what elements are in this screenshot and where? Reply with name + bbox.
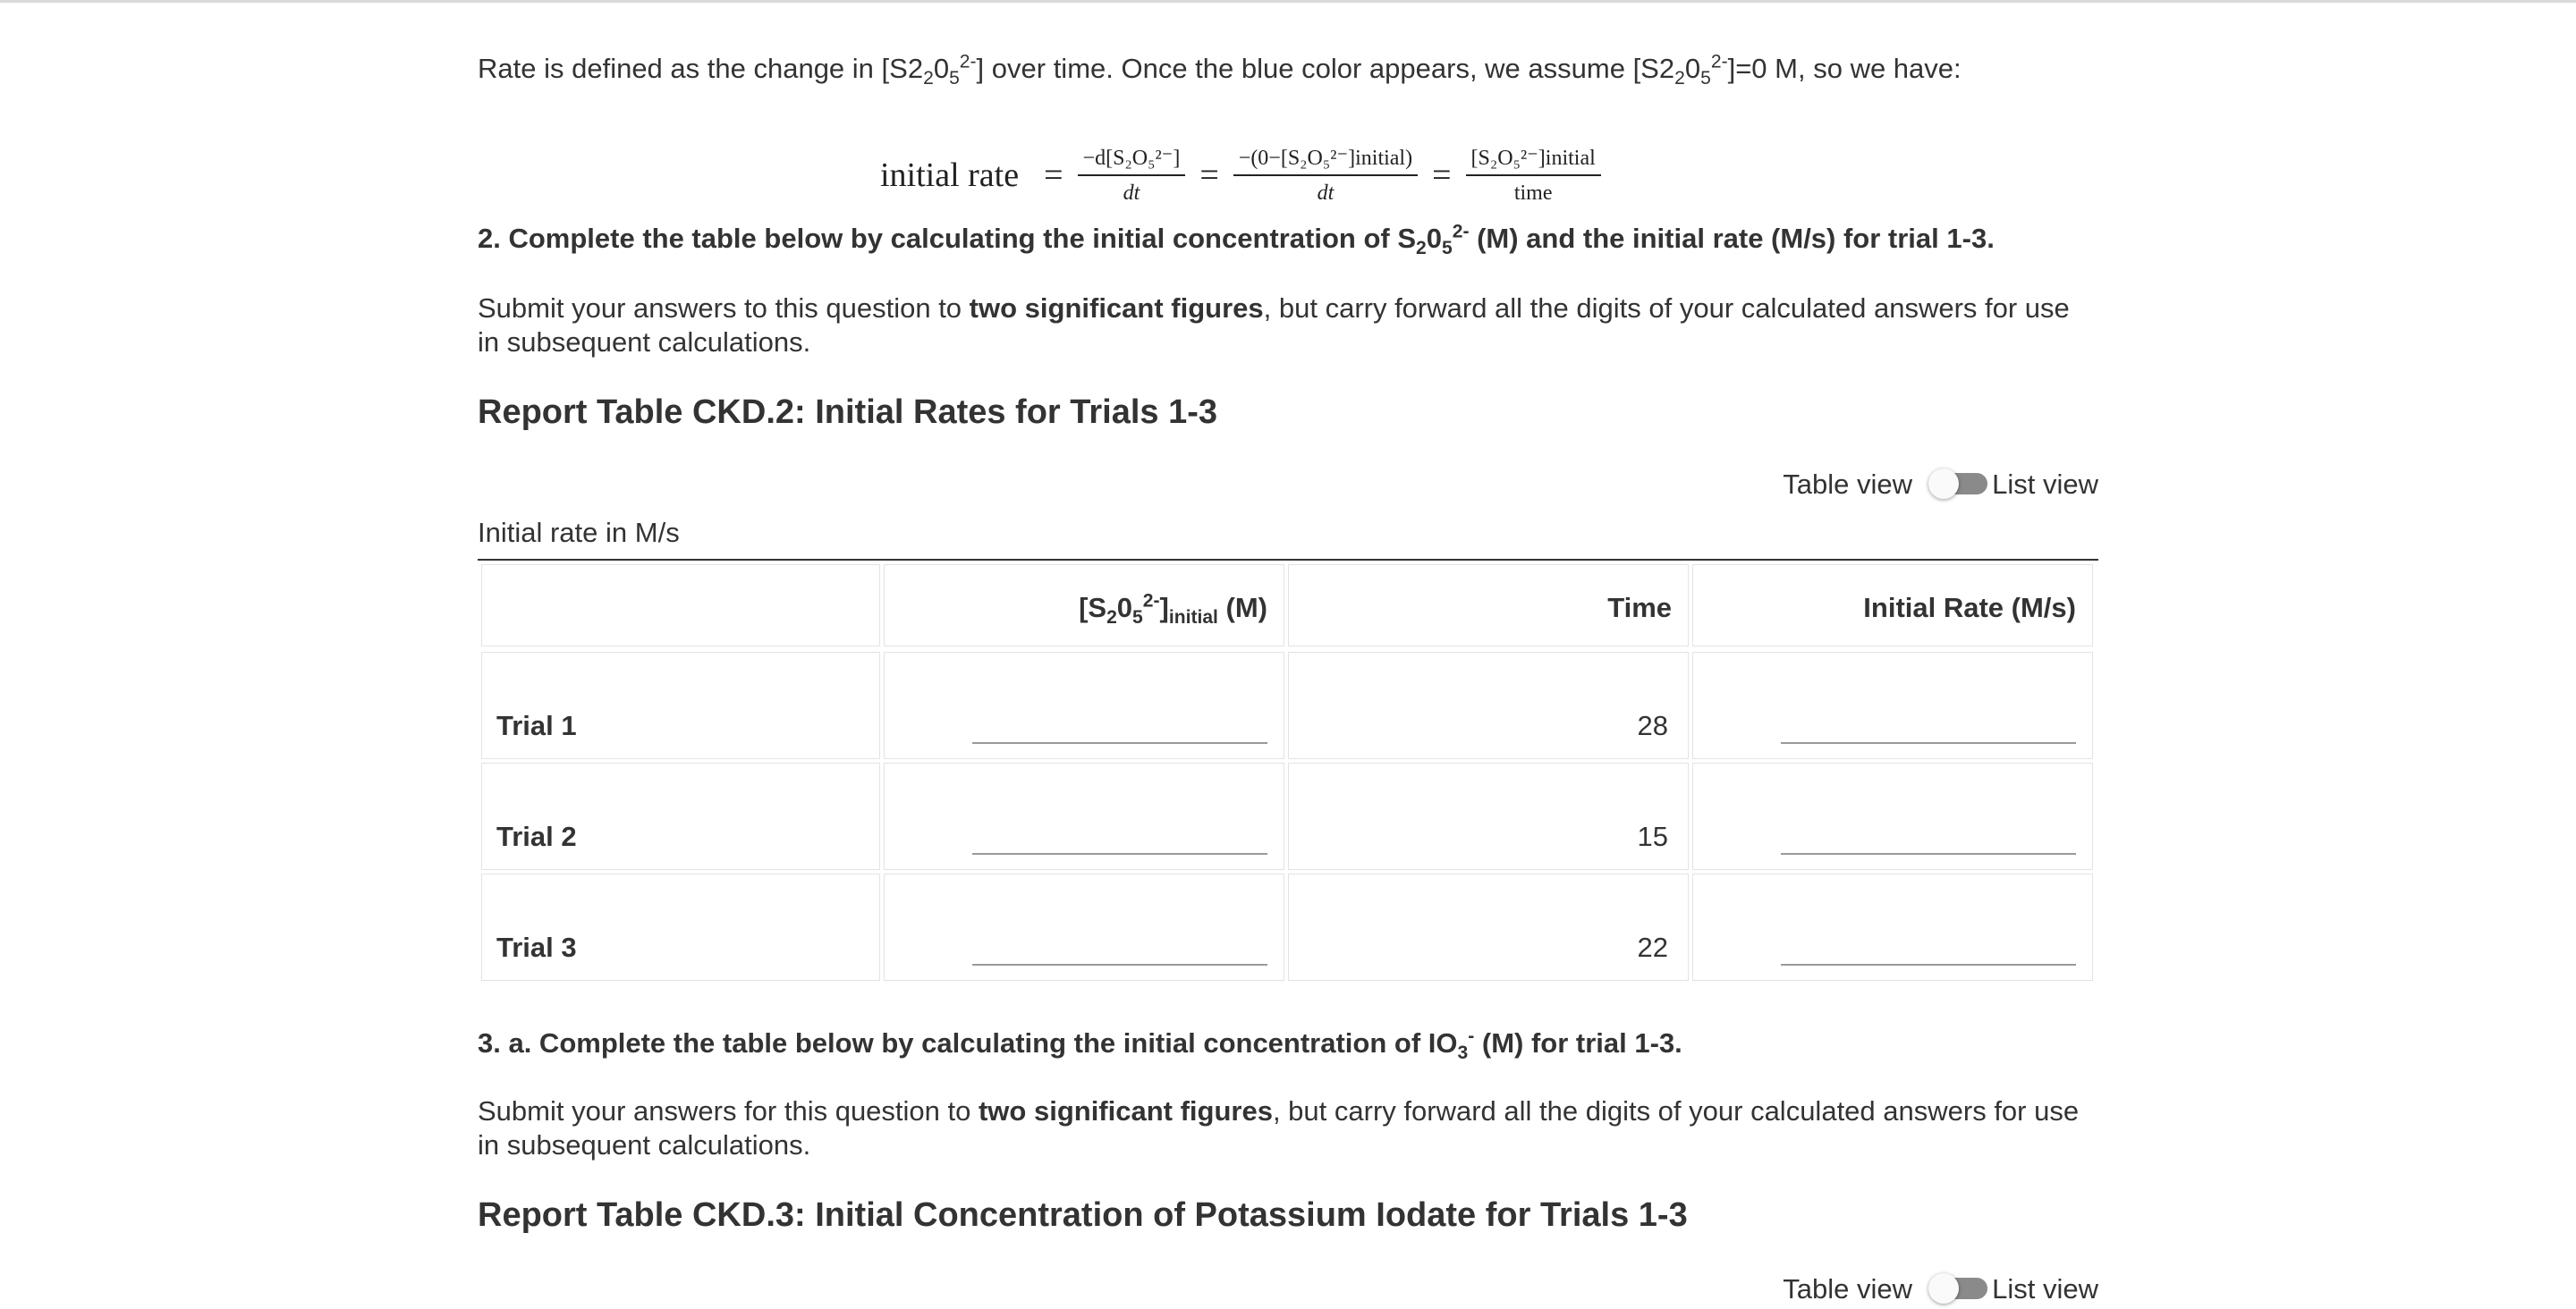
table-row-trial-3-time: 22: [1288, 874, 1689, 981]
table-row-trial-2-time: 15: [1288, 763, 1689, 870]
rate-formula: initial rate = $\frac{\text{−d[S₂O₅²⁻]}}{dt}$ = $\frac{\text{−(0−[S₂O₅²⁻]initial)}}{dt}$ = $\frac{\text{[S₂O₅²⁻]initial}}{\text{time}}$: [880, 131, 1601, 220]
table-row-trial-1-time: 28: [1288, 652, 1689, 759]
view-toggle-switch-2[interactable]: [1928, 1273, 1987, 1302]
header-cell-empty: [481, 564, 880, 646]
table-row-trial-3-label: Trial 3: [481, 874, 880, 981]
list-view-label-2[interactable]: List view: [1992, 1273, 2098, 1305]
view-toggle-switch[interactable]: [1928, 469, 1987, 497]
table-ckd2-title: Report Table CKD.2: Initial Rates for Trials 1-3: [478, 393, 1218, 431]
table-row-trial-3-conc: [884, 874, 1284, 981]
table-row-trial-1-conc: [884, 652, 1284, 759]
formula-fraction-2: $\frac{\text{−(0−[S₂O₅²⁻]initial)}}{dt}$: [1233, 145, 1418, 206]
list-view-label[interactable]: List view: [1992, 469, 2098, 500]
rate-definition-text: Rate is defined as the change in $[S2_20_5^{2-}]$ over time. Once the blue color appears, we assume $[S2_20_5^{2-}]=0$ M, so we have:: [478, 51, 1962, 89]
conc-input-trial-3[interactable]: [972, 964, 1267, 966]
formula-fraction-3: $\frac{\text{[S₂O₅²⁻]initial}}{\text{time}}$: [1466, 145, 1601, 206]
table-ckd3-title: Report Table CKD.3: Initial Concentration of Potassium Iodate for Trials 1-3: [478, 1196, 1688, 1234]
table-caption: Initial rate in M/s: [478, 517, 680, 548]
view-toggle-ckd3: [478, 1270, 2098, 1309]
header-cell-initial-rate: Initial Rate (M/s): [1692, 564, 2093, 646]
table-row-trial-2-conc: [884, 763, 1284, 870]
formula-lhs: initial rate: [880, 156, 1020, 194]
header-cell-time: Time: [1288, 564, 1689, 646]
submit-instructions-3: Submit your answers for this question to two significant figures, but carry forward all the digits of your calculated answers for use in subsequent calculations.: [478, 1095, 2080, 1161]
rate-input-trial-3[interactable]: [1781, 964, 2076, 966]
question-2: 2. Complete the table below by calculating the initial concentration of $S_20_5^{2-}$ (M) and the initial rate (M/s) for trial 1-3.: [478, 221, 1995, 259]
formula-fraction-1: $\frac{\text{−d[S₂O₅²⁻]}}{dt}$: [1078, 145, 1186, 206]
conc-input-trial-2[interactable]: [972, 853, 1267, 855]
rate-input-trial-1[interactable]: [1781, 742, 2076, 744]
table-row-trial-1-label: Trial 1: [481, 652, 880, 759]
rate-input-trial-2[interactable]: [1781, 853, 2076, 855]
table-top-rule: [478, 559, 2098, 561]
table-row-trial-2-label: Trial 2: [481, 763, 880, 870]
top-border: [0, 0, 2576, 3]
table-view-label-2[interactable]: Table view: [1783, 1273, 1912, 1305]
conc-input-trial-1[interactable]: [972, 742, 1267, 744]
table-row-trial-3-rate: [1692, 874, 2093, 981]
submit-instructions-2: Submit your answers to this question to two significant figures, but carry forward all the digits of your calculated answers for use in subsequent calculations.: [478, 292, 2070, 358]
table-row-trial-1-rate: [1692, 652, 2093, 759]
header-cell-concentration: $[S_20_5^{2-}]_{initial}$ (M): [884, 564, 1284, 646]
table-row-trial-2-rate: [1692, 763, 2093, 870]
table-view-label[interactable]: Table view: [1783, 469, 1912, 500]
view-toggle-ckd2: [478, 465, 2098, 504]
question-3a: 3. a. Complete the table below by calculating the initial concentration of $IO_3^-$ (M) for trial 1-3.: [478, 1026, 1682, 1064]
